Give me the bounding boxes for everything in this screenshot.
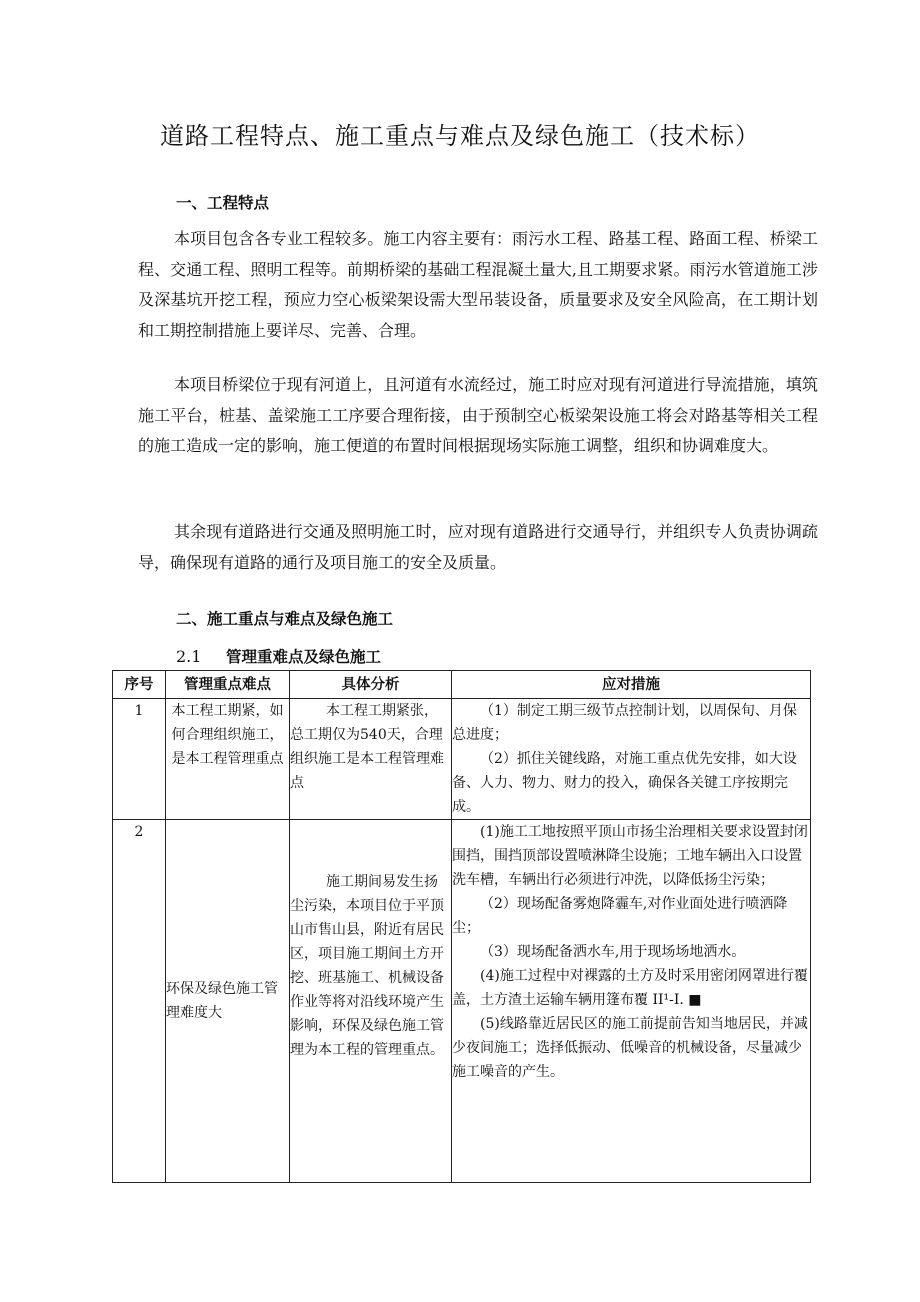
section1-heading: 一、工程特点 [176, 194, 270, 212]
row-measures [452, 699, 811, 820]
measure-item: （2）现场配备雾炮降霾车,对作业面处进行喷洒降尘； [452, 896, 788, 936]
measure-item: (1)施工工地按照平顶山市扬尘治理相关要求设置封闭围挡，围挡顶部设置喷淋降尘设施；工地车辆出入口设置洗车槽，车辆出行必须进行冲洗，以降低扬尘污染； [452, 824, 808, 888]
measure-item: （3）现场配备洒水车,用于现场场地洒水。 [480, 944, 746, 960]
subsection-title: 管理重难点及绿色施工 [226, 648, 382, 666]
header-no: 序号 [113, 671, 166, 699]
difficulty-table [112, 670, 811, 1183]
section1-paragraph-2: 本项目桥梁位于现有河道上，且河道有水流经过，施工时应对现有河道进行导流措施，填筑施工平台，桩基、盖梁施工工序要合理衔接，由于预制空心板梁架设施工将会对路基等相关工程的施工造成一定的影响，施工便道的布置时间根据现场实际施工调整，组织和协调难度大。 [138, 375, 818, 455]
subsection-number: 2.1 [176, 647, 202, 666]
row-number: 2 [113, 820, 166, 1183]
section2-heading: 二、施工重点与难点及绿色施工 [176, 610, 394, 628]
header-difficulty: 管理重点难点 [166, 671, 290, 699]
row-measures [452, 820, 811, 1183]
row-difficulty: 环保及绿色施工管理难度大 [166, 820, 290, 1183]
row-analysis: 本工程工期紧张，总工期仅为540天，合理组织施工是本工程管理难点 [290, 699, 452, 820]
row-number: 1 [113, 699, 166, 820]
row-analysis: 施工期间易发生扬尘污染，本项目位于平顶山市售山县，附近有居民区，项目施工期间土方开挖、班基施工、机械设备作业等将对沿线环境产生影响，环保及绿色施工管理为本工程的管理重点。 [290, 820, 452, 1183]
table-header-row [113, 671, 811, 699]
table-row [113, 820, 811, 1183]
row-difficulty: 本工程工期紧，如何合理组织施工，是本工程管理重点 [166, 699, 290, 820]
subsection-heading [176, 645, 381, 667]
header-analysis: 具体分析 [290, 671, 452, 699]
header-measures: 应对措施 [452, 671, 811, 699]
table-row [113, 699, 811, 820]
section1-paragraph-3: 其余现有道路进行交通及照明施工时，应对现有道路进行交通导行，并组织专人负责协调疏导，确保现有道路的通行及项目施工的安全及质量。 [138, 522, 818, 572]
measure-item: （2）抓住关键线路，对施工重点优先安排，如大设备、人力、物力、财力的投入，确保各关键工序按期完成。 [452, 751, 797, 815]
page-title: 道路工程特点、施工重点与难点及绿色施工（技术标） [160, 122, 760, 150]
measure-item: (5)线路靠近居民区的施工前提前告知当地居民，并减少夜间施工；选择低振动、低噪音的机械设备，尽量减少施工噪音的产生。 [452, 1016, 808, 1080]
section1-paragraph-1: 本项目包含各专业工程较多。施工内容主要有：雨污水工程、路基工程、路面工程、桥梁工程、交通工程、照明工程等。前期桥梁的基础工程混凝土量大,且工期要求紧。雨污水管道施工涉及深基坑开挖工程，预应力空心板梁架设需大型吊装设备，质量要求及安全风险高，在工期计划和工期控制措施上要详尽、完善、合理。 [138, 229, 818, 340]
measure-item: (4)施工过程中对裸露的土方及时采用密闭网罩进行覆盖，土方渣土运输车辆用篷布覆 II¹-I. ■ [452, 968, 808, 1008]
measure-item: （1）制定工期三级节点控制计划，以周保旬、月保总进度； [452, 703, 797, 743]
